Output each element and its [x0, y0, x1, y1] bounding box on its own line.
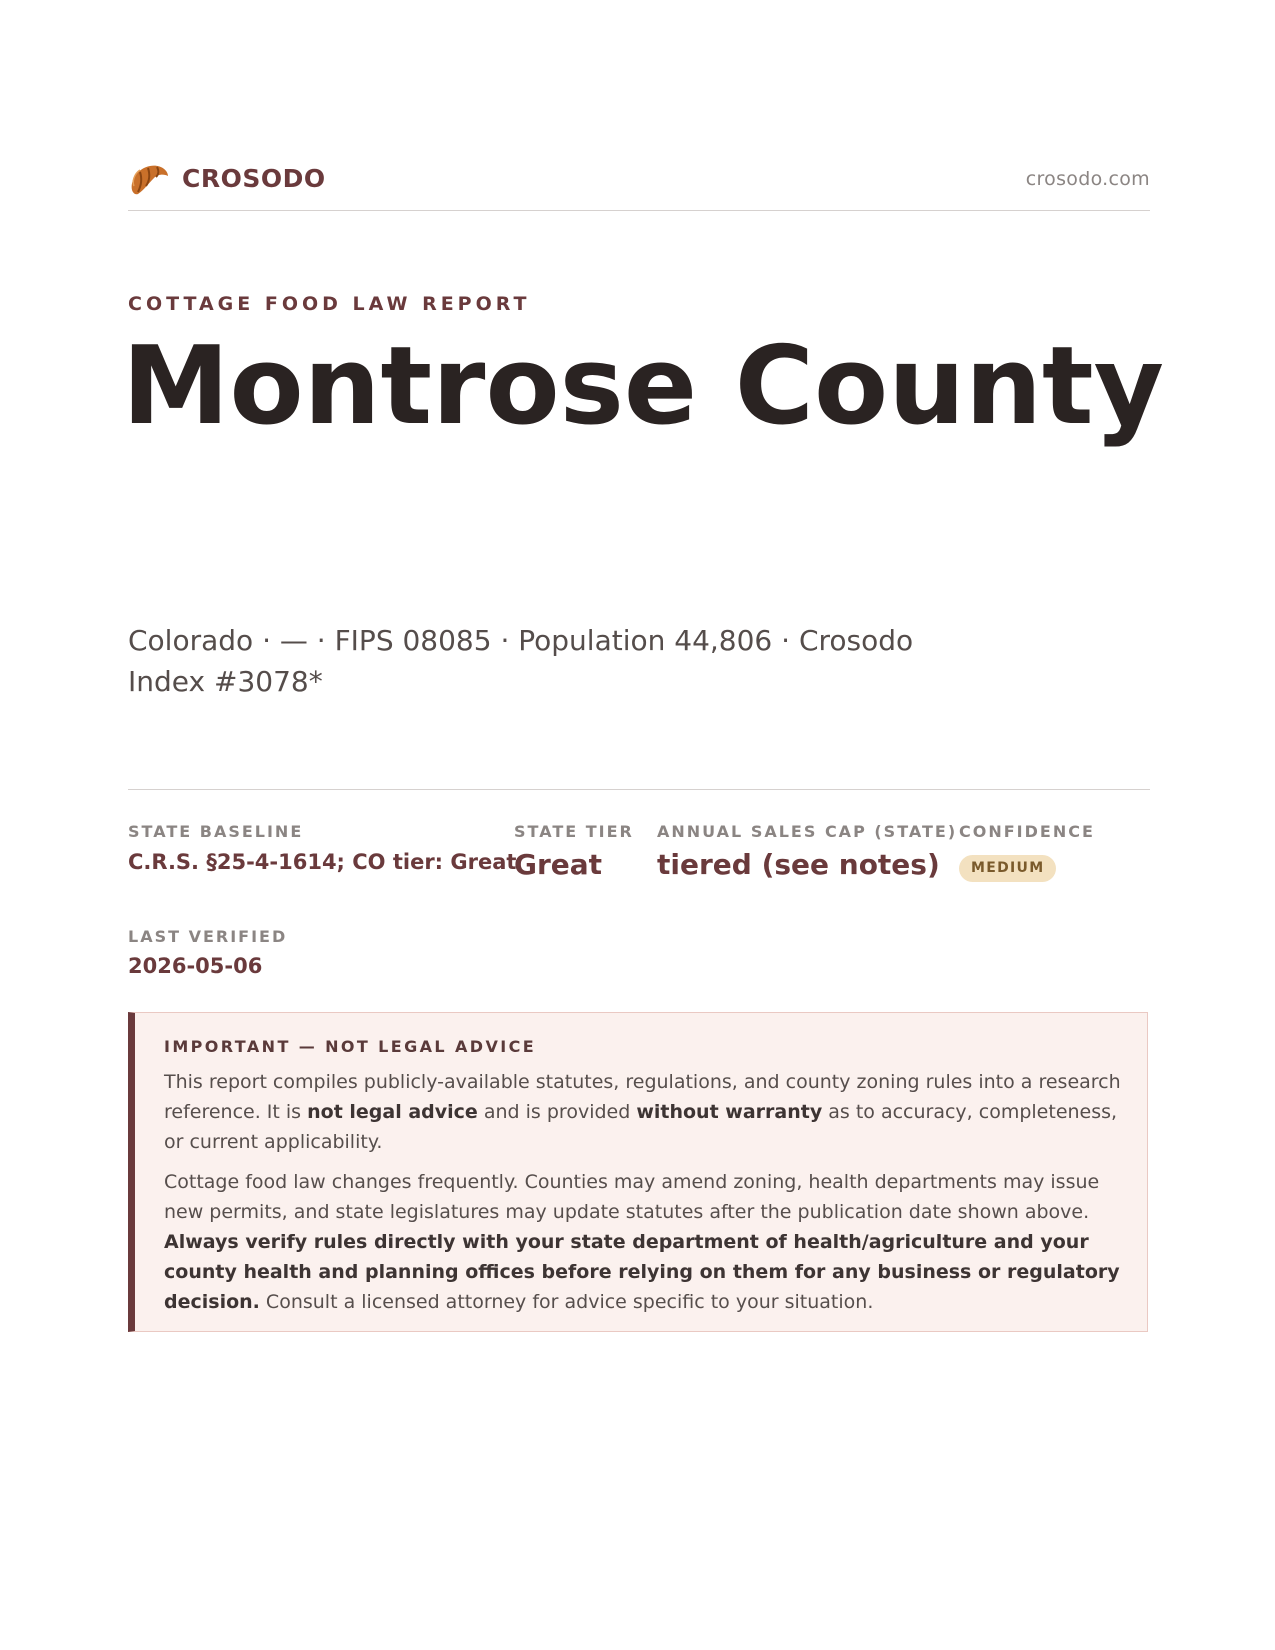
sales-cap-label: ANNUAL SALES CAP (STATE)	[657, 822, 958, 841]
text-run: as to accuracy, completeness, or current applicability.	[164, 1101, 1118, 1153]
brand-name: CROSODO	[182, 164, 326, 193]
text-run: Cottage food law changes frequently. Counties may amend zoning, health departments may issue new permits, and state legislatures may update statutes after the publication date shown above.	[164, 1171, 1100, 1223]
disclaimer-title: IMPORTANT — NOT LEGAL ADVICE	[164, 1037, 537, 1056]
emphasis: Always verify rules directly with your state department of health/agriculture and your county health and planning offices before relying on them for any business or regulatory decision.	[164, 1231, 1120, 1313]
state-baseline-value: C.R.S. §25-4-1614; CO tier: Great	[128, 850, 517, 874]
page-header	[128, 158, 1150, 211]
state-tier-value: Great	[514, 848, 603, 881]
site-url[interactable]: crosodo.com	[1025, 168, 1150, 190]
emphasis: not legal advice	[307, 1101, 478, 1123]
text-run: and is provided	[477, 1101, 637, 1123]
text-run: This report compiles publicly-available statutes, regulations, and county zoning rules into a research reference. It is	[164, 1071, 1121, 1123]
divider	[128, 789, 1150, 790]
disclaimer-paragraph	[164, 1067, 1134, 1157]
legal-disclaimer	[128, 1012, 1148, 1332]
confidence-badge: MEDIUM	[959, 855, 1056, 882]
last-verified-label: LAST VERIFIED	[128, 927, 288, 946]
report-eyebrow: COTTAGE FOOD LAW REPORT	[128, 293, 531, 315]
sales-cap-value: tiered (see notes)	[657, 848, 940, 881]
page-title: Montrose County	[122, 324, 1165, 449]
state-tier-label: STATE TIER	[514, 822, 634, 841]
disclaimer-paragraph	[164, 1167, 1134, 1317]
county-summary: Colorado · — · FIPS 08085 · Population 44,806 · Crosodo Index #3078*	[128, 624, 914, 698]
text-run: Consult a licensed attorney for advice specific to your situation.	[259, 1291, 874, 1313]
last-verified-value: 2026-05-06	[128, 954, 263, 978]
disclaimer-body	[164, 1067, 1134, 1327]
emphasis: without warranty	[636, 1101, 823, 1123]
confidence-label: CONFIDENCE	[959, 822, 1095, 841]
croissant-icon	[128, 160, 170, 198]
state-baseline-label: STATE BASELINE	[128, 822, 304, 841]
